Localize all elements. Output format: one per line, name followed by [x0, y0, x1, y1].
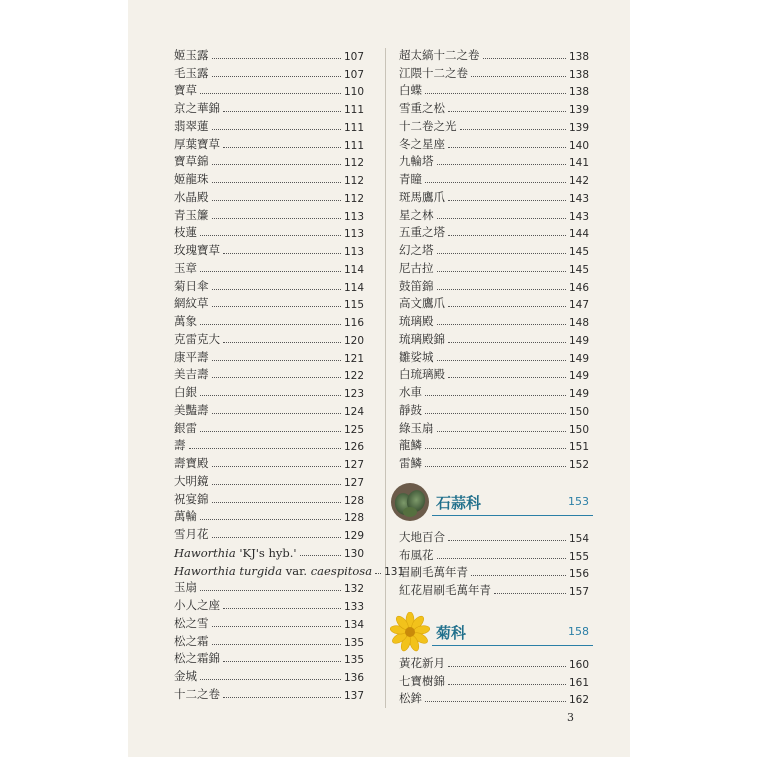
- toc-entry: [174, 45, 364, 63]
- toc-entry: [174, 187, 364, 205]
- family-entries-asteraceae: [399, 653, 589, 706]
- entry-name: 松之雪: [174, 615, 209, 630]
- toc-entry: [399, 653, 589, 671]
- toc-entry: [399, 400, 589, 418]
- toc-entry: [174, 578, 364, 596]
- leader-dots: [189, 448, 341, 449]
- leader-dots: [223, 253, 341, 254]
- genus-name: Haworthia: [174, 545, 236, 560]
- entry-name: 幻之塔: [399, 243, 434, 257]
- toc-entry: [399, 116, 589, 134]
- entry-page: 132: [343, 583, 364, 596]
- entry-page: 122: [343, 370, 364, 383]
- entry-name: 寶草: [174, 83, 197, 98]
- entry-page: 110: [343, 86, 364, 99]
- entry-page: 149: [568, 352, 589, 365]
- entry-name: 琉璃殿錦: [399, 331, 445, 346]
- entry-page: 129: [343, 530, 364, 542]
- family-heading-amaryllidaceae: [388, 482, 593, 522]
- entry-name: 玉扇: [174, 580, 197, 595]
- entry-page: 113: [343, 228, 364, 241]
- entry-name: 尼古拉: [399, 260, 434, 275]
- leader-dots: [212, 76, 341, 77]
- entry-name: 銀雷: [174, 420, 197, 435]
- toc-entry: [174, 489, 364, 507]
- entry-page: 139: [568, 104, 589, 116]
- entry-name: 靜鼓: [399, 402, 422, 417]
- var-label: var.: [282, 563, 311, 578]
- entry-name: 綠玉扇: [399, 420, 434, 435]
- entry-page: 152: [568, 459, 589, 471]
- entry-page: 135: [343, 654, 364, 667]
- entry-page: 155: [568, 550, 589, 563]
- toc-entry: [399, 580, 589, 598]
- entry-page: 144: [568, 228, 589, 241]
- toc-entry: [399, 258, 589, 276]
- entry-page: 141: [568, 157, 589, 170]
- toc-entry: [174, 223, 364, 241]
- entry-page: 149: [568, 334, 589, 347]
- toc-entry: [399, 205, 589, 223]
- entry-name: 青瞳: [399, 172, 422, 186]
- entry-page: 156: [568, 568, 589, 581]
- toc-entry: [399, 347, 589, 365]
- entry-name: 大地百合: [399, 529, 445, 544]
- entry-page: 131: [384, 565, 405, 578]
- leader-dots: [437, 431, 566, 432]
- leader-dots: [212, 164, 341, 165]
- family-page: 158: [568, 625, 589, 638]
- entry-name: 姬龍珠: [174, 172, 209, 186]
- entry-page: 114: [343, 263, 364, 276]
- leader-dots: [200, 235, 341, 236]
- entry-name: 大明鏡: [174, 473, 209, 488]
- entry-page: 130: [343, 547, 364, 560]
- leader-dots: [425, 448, 566, 449]
- leader-dots: [448, 235, 566, 236]
- entry-name: 康平壽: [174, 349, 209, 364]
- entry-name: 枝蓮: [174, 225, 197, 240]
- entry-page: 111: [343, 104, 364, 116]
- toc-entry: [399, 169, 589, 187]
- entry-page: 162: [568, 694, 589, 707]
- entry-name: 姬玉露: [174, 47, 209, 62]
- toc-entry: [399, 671, 589, 689]
- leader-dots: [212, 377, 341, 378]
- leader-dots: [212, 484, 341, 485]
- leader-dots: [200, 431, 341, 432]
- leader-dots: [223, 111, 341, 112]
- entry-name: 寶草錦: [174, 154, 209, 169]
- entry-name: 雛娑城: [399, 349, 434, 364]
- entry-name: 白蝶: [399, 83, 422, 98]
- leader-dots: [448, 111, 566, 112]
- toc-entry: [174, 116, 364, 134]
- entry-page: 113: [343, 210, 364, 223]
- toc-entry: [399, 223, 589, 241]
- leader-dots: [223, 608, 341, 609]
- entry-page: 111: [343, 121, 364, 134]
- species-name: Haworthia turgida: [174, 563, 283, 578]
- toc-entry: [174, 649, 364, 667]
- leader-dots: [448, 377, 566, 378]
- entry-page: 121: [343, 352, 364, 365]
- entry-name: 斑馬鷹爪: [399, 189, 445, 204]
- leader-dots: [448, 666, 566, 667]
- leader-dots: [483, 58, 566, 59]
- column-divider: [385, 48, 386, 708]
- entry-page: 128: [343, 512, 364, 525]
- entry-page: 124: [343, 405, 364, 418]
- entry-name: 十二卷之光: [399, 118, 457, 133]
- entry-page: 149: [568, 388, 589, 400]
- entry-name: 鼓笛錦: [399, 278, 434, 293]
- toc-entry: [399, 527, 589, 545]
- entry-page: 150: [568, 423, 589, 436]
- toc-entry: [174, 507, 364, 525]
- succulent-photo-icon: [390, 482, 430, 522]
- toc-entry: [174, 205, 364, 223]
- entry-page: 160: [568, 658, 589, 671]
- toc-entry: [399, 311, 589, 329]
- entry-page: 120: [343, 334, 364, 347]
- entry-page: 126: [343, 441, 364, 454]
- entry-name: 金城: [174, 669, 197, 683]
- leader-dots: [425, 395, 566, 396]
- leader-dots: [437, 558, 566, 559]
- toc-entry: [174, 329, 364, 347]
- family-page: 153: [568, 495, 589, 508]
- cultivar-name: 'KJ's hyb.': [235, 545, 297, 560]
- leader-dots: [200, 324, 341, 325]
- family-underline: [432, 515, 593, 516]
- leader-dots: [212, 466, 341, 467]
- leader-dots: [448, 306, 566, 307]
- toc-entry: [174, 63, 364, 81]
- leader-dots: [212, 537, 341, 538]
- toc-entry: [174, 98, 364, 116]
- toc-entry: [399, 689, 589, 707]
- entry-name: 壽: [174, 438, 186, 453]
- toc-entry: [399, 329, 589, 347]
- leader-dots: [437, 164, 566, 165]
- toc-entry: [174, 418, 364, 436]
- toc-entry: [399, 187, 589, 205]
- toc-entry: [399, 152, 589, 170]
- toc-entry: [174, 240, 364, 258]
- entry-name: 萬輪: [174, 509, 197, 524]
- toc-entry: [174, 276, 364, 294]
- entry-name: 玉章: [174, 260, 197, 275]
- toc-entry: [399, 418, 589, 436]
- toc-entry: [399, 63, 589, 81]
- entry-name: 美吉壽: [174, 367, 209, 382]
- leader-dots: [223, 147, 341, 148]
- toc-entry: [174, 258, 364, 276]
- toc-entry: [174, 560, 405, 578]
- toc-entry: [174, 613, 364, 631]
- leader-dots: [448, 342, 566, 343]
- entry-name: 小人之座: [174, 598, 220, 612]
- entry-page: 147: [568, 299, 589, 312]
- leader-dots: [200, 271, 341, 272]
- entry-page: 137: [343, 689, 364, 702]
- toc-entry: [399, 276, 589, 294]
- leader-dots: [212, 626, 341, 627]
- entry-page: 138: [568, 68, 589, 81]
- leader-dots: [425, 93, 566, 94]
- leader-dots: [437, 289, 566, 290]
- entry-name: 五重之塔: [399, 225, 445, 240]
- entry-page: 136: [343, 672, 364, 684]
- toc-entry: [174, 81, 364, 99]
- entry-page: 142: [568, 175, 589, 187]
- leader-dots: [300, 555, 341, 556]
- entry-page: 111: [343, 139, 364, 152]
- leader-dots: [212, 58, 341, 59]
- toc-entry: [399, 436, 589, 454]
- leader-dots: [223, 342, 341, 343]
- entry-name: 萬象: [174, 314, 197, 328]
- leader-dots: [437, 253, 566, 254]
- leader-dots: [460, 129, 566, 130]
- entry-page: 145: [568, 263, 589, 276]
- leader-dots: [425, 182, 566, 183]
- leader-dots: [437, 271, 566, 272]
- entry-name: [174, 546, 297, 560]
- toc-entry: [174, 631, 364, 649]
- entry-page: 151: [568, 441, 589, 454]
- entry-name: 毛玉露: [174, 65, 209, 80]
- toc-entry: [174, 684, 364, 702]
- leader-dots: [212, 129, 341, 130]
- entry-name: 高文鷹爪: [399, 296, 445, 311]
- leader-dots: [437, 218, 566, 219]
- entry-page: 123: [343, 388, 364, 400]
- family-name: 菊科: [436, 624, 467, 642]
- entry-name: 七寶樹錦: [399, 673, 445, 688]
- entry-page: 113: [343, 246, 364, 258]
- entry-page: 157: [568, 586, 589, 598]
- entry-page: 134: [343, 618, 364, 631]
- entry-page: 133: [343, 601, 364, 613]
- leader-dots: [448, 540, 566, 541]
- leader-dots: [425, 701, 566, 702]
- entry-name: 翡翠蓮: [174, 118, 209, 133]
- entry-name: 黃花新月: [399, 655, 445, 670]
- toc-entry: [174, 169, 364, 187]
- toc-entry: [174, 400, 364, 418]
- toc-entry: [174, 134, 364, 152]
- entry-page: 127: [343, 459, 364, 471]
- leader-dots: [437, 324, 566, 325]
- leader-dots: [200, 519, 341, 520]
- leader-dots: [200, 590, 341, 591]
- entry-page: 143: [568, 192, 589, 205]
- entry-page: 161: [568, 676, 589, 689]
- entry-name: 祝宴錦: [174, 491, 209, 506]
- entry-name: 超太縞十二之卷: [399, 47, 480, 62]
- entry-page: 138: [568, 86, 589, 99]
- toc-entry: [174, 382, 364, 400]
- toc-entry: [174, 311, 364, 329]
- entry-name: 厚葉寶草: [174, 136, 220, 151]
- entry-name: 克雷克大: [174, 331, 220, 346]
- leader-dots: [471, 76, 566, 77]
- entry-name: [174, 564, 372, 578]
- entry-page: 143: [568, 210, 589, 223]
- entry-page: 112: [343, 175, 364, 187]
- leader-dots: [212, 360, 341, 361]
- entry-page: 128: [343, 494, 364, 507]
- entry-name: 水晶殿: [174, 189, 209, 204]
- entry-page: 145: [568, 246, 589, 258]
- entry-name: 雷鱗: [399, 456, 422, 470]
- entry-name: 雪月花: [174, 527, 209, 541]
- entry-name: 水車: [399, 385, 422, 399]
- toc-entry: [174, 294, 364, 312]
- toc-right-column: [399, 45, 589, 471]
- entry-page: 149: [568, 370, 589, 383]
- entry-page: 135: [343, 636, 364, 649]
- family-name: 石蒜科: [436, 494, 482, 512]
- leader-dots: [200, 93, 341, 94]
- entry-name: 紅花眉刷毛萬年青: [399, 583, 491, 597]
- entry-name: 冬之星座: [399, 136, 445, 151]
- entry-page: 116: [343, 317, 364, 329]
- leader-dots: [212, 200, 341, 201]
- entry-page: 146: [568, 281, 589, 294]
- toc-entry: [399, 365, 589, 383]
- leader-dots: [448, 684, 566, 685]
- leader-dots: [223, 697, 341, 698]
- entry-name: 美豔壽: [174, 402, 209, 417]
- leader-dots: [494, 593, 566, 594]
- entry-name: 菊日傘: [174, 278, 209, 293]
- family-entries-amaryllidaceae: [399, 527, 589, 598]
- entry-name: 江隈十二之卷: [399, 65, 468, 80]
- leader-dots: [212, 413, 341, 414]
- leader-dots: [212, 182, 341, 183]
- leader-dots: [212, 644, 341, 645]
- entry-page: 138: [568, 50, 589, 63]
- entry-name: 玫瑰寶草: [174, 243, 220, 257]
- toc-entry: [399, 294, 589, 312]
- entry-name: 松鉾: [399, 691, 422, 706]
- entry-name: 布風花: [399, 547, 434, 562]
- toc-entry: [174, 365, 364, 383]
- leader-dots: [425, 466, 566, 467]
- entry-name: 琉璃殿: [399, 314, 434, 328]
- toc-entry: [174, 471, 364, 489]
- leader-dots: [212, 289, 341, 290]
- entry-page: 154: [568, 532, 589, 545]
- entry-page: 112: [343, 157, 364, 170]
- entry-name: 壽寶殿: [174, 456, 209, 470]
- entry-name: 十二之卷: [174, 686, 220, 701]
- entry-name: 青玉簾: [174, 207, 209, 222]
- entry-page: 115: [343, 299, 364, 312]
- toc-entry: [174, 436, 364, 454]
- entry-name: 松之霜: [174, 633, 209, 648]
- entry-page: 107: [343, 50, 364, 63]
- leader-dots: [212, 502, 341, 503]
- entry-page: 140: [568, 139, 589, 152]
- toc-entry: [174, 524, 364, 542]
- entry-name: 雪重之松: [399, 101, 445, 115]
- toc-entry: [174, 347, 364, 365]
- leader-dots: [448, 147, 566, 148]
- entry-page: 127: [343, 476, 364, 489]
- toc-entry: [399, 563, 589, 581]
- toc-entry: [399, 134, 589, 152]
- toc-entry: [399, 453, 589, 471]
- family-underline: [432, 645, 593, 646]
- family-heading-asteraceae: [388, 612, 593, 652]
- entry-page: 112: [343, 192, 364, 205]
- toc-entry: [399, 98, 589, 116]
- toc-entry: [399, 81, 589, 99]
- leader-dots: [212, 306, 341, 307]
- entry-name: 星之林: [399, 207, 434, 222]
- toc-entry: [174, 453, 364, 471]
- page-number: 3: [567, 711, 574, 724]
- toc-entry: [399, 45, 589, 63]
- entry-page: 150: [568, 405, 589, 418]
- toc-entry: [174, 666, 364, 684]
- leader-dots: [437, 360, 566, 361]
- entry-page: 139: [568, 121, 589, 134]
- leader-dots: [448, 200, 566, 201]
- entry-page: 114: [343, 281, 364, 294]
- variety-name: caespitosa: [310, 563, 373, 578]
- entry-name: 網紋草: [174, 296, 209, 311]
- entry-page: 148: [568, 317, 589, 329]
- entry-name: 眉刷毛萬年青: [399, 565, 468, 580]
- entry-name: 九輪塔: [399, 154, 434, 169]
- leader-dots: [200, 395, 341, 396]
- toc-entry: [399, 240, 589, 258]
- leader-dots: [200, 679, 341, 680]
- entry-name: 松之霜錦: [174, 651, 220, 666]
- entry-name: 白琉璃殿: [399, 367, 445, 382]
- leader-dots: [471, 575, 566, 576]
- toc-entry: [174, 152, 364, 170]
- yellow-flower-icon: [390, 612, 430, 652]
- leader-dots: [223, 661, 341, 662]
- entry-page: 125: [343, 423, 364, 436]
- toc-entry: [399, 545, 589, 563]
- toc-entry: [399, 382, 589, 400]
- leader-dots: [425, 413, 566, 414]
- entry-name: 龍鱗: [399, 438, 422, 453]
- leader-dots: [375, 573, 381, 574]
- entry-name: 京之華錦: [174, 101, 220, 115]
- leader-dots: [212, 218, 341, 219]
- toc-entry: [174, 595, 364, 613]
- toc-entry: [174, 542, 364, 560]
- entry-page: 107: [343, 68, 364, 81]
- toc-left-column: [174, 45, 405, 702]
- entry-name: 白銀: [174, 385, 197, 399]
